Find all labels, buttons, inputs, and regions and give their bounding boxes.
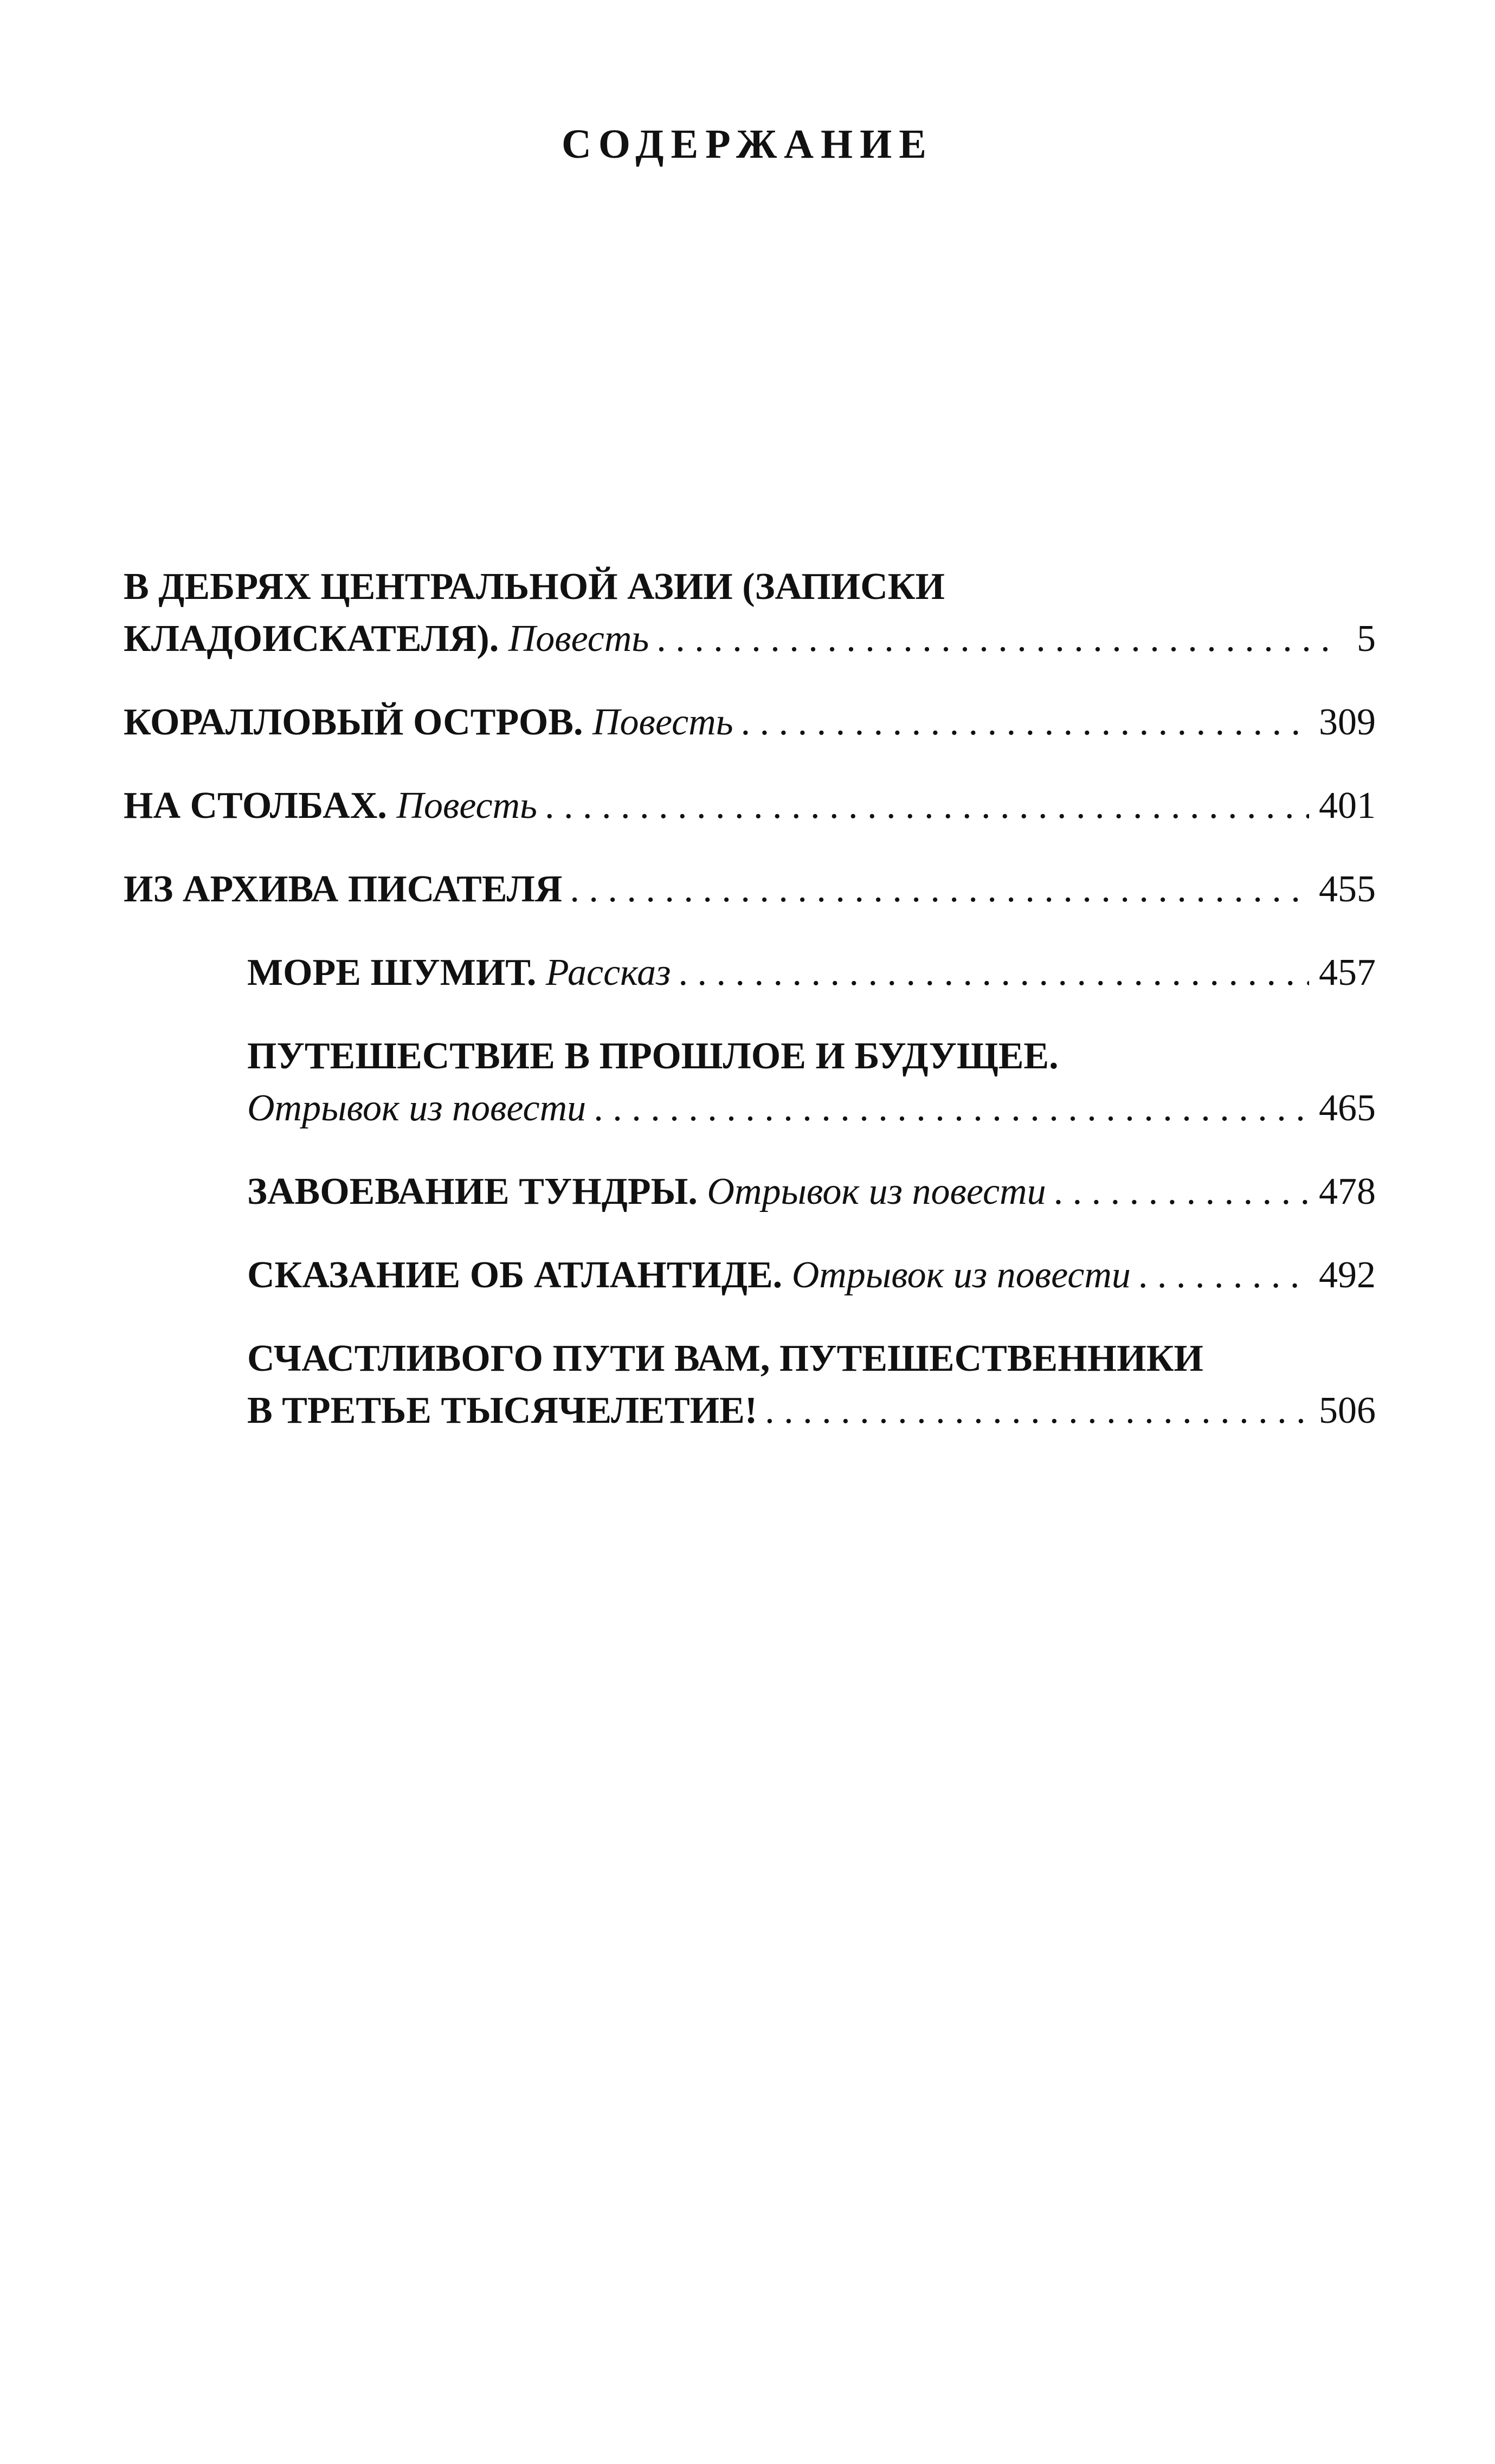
toc-entry-genre: Отрывок из повести [791, 1254, 1131, 1296]
toc-entry-page: 457 [1319, 952, 1376, 994]
toc-entry-genre: Повесть [396, 785, 537, 827]
toc-entry-line [124, 696, 1376, 749]
toc-subentry [247, 947, 1376, 999]
toc-entry-title: МОРЕ ШУМИТ. [247, 952, 537, 994]
toc-entry-genre: Повесть [508, 618, 649, 660]
dot-leader [594, 1082, 1309, 1134]
dot-leader [1138, 1249, 1309, 1301]
toc-entry-line [124, 780, 1376, 832]
toc-entry-genre: Отрывок из повести [247, 1087, 587, 1129]
toc-entry-page: 5 [1357, 618, 1376, 660]
page-title: СОДЕРЖАНИЕ [562, 121, 933, 167]
dot-leader [570, 863, 1309, 915]
toc-entry-line [247, 1082, 1376, 1134]
toc-entry-page: 506 [1319, 1390, 1376, 1431]
toc-entry-genre: Повесть [592, 701, 733, 743]
toc-entry [124, 561, 1376, 665]
toc-entry-page: 478 [1319, 1171, 1376, 1212]
toc-entry-title: КОРАЛЛОВЫЙ ОСТРОВ. [124, 701, 583, 743]
dot-leader [741, 696, 1309, 749]
dot-leader [678, 947, 1309, 999]
toc-subentry [247, 1166, 1376, 1218]
toc-entry-title-continued: В ТРЕТЬЕ ТЫСЯЧЕЛЕТИЕ! [247, 1390, 758, 1431]
toc-entry-line [124, 561, 1376, 613]
table-of-contents [124, 561, 1376, 1468]
toc-entry [124, 863, 1376, 915]
toc-entry [124, 696, 1376, 749]
toc-subentry [247, 1030, 1376, 1134]
dot-leader [545, 780, 1309, 832]
toc-entry-line [124, 863, 1376, 915]
toc-entry-title: НА СТОЛБАХ. [124, 785, 387, 827]
toc-entry-line [247, 947, 1376, 999]
toc-entry-line [124, 613, 1376, 665]
toc-entry-line [247, 1249, 1376, 1301]
dot-leader [765, 1385, 1309, 1437]
toc-entry-title-continued: КЛАДОИСКАТЕЛЯ). [124, 618, 499, 660]
toc-entry-line [247, 1333, 1376, 1385]
toc-entry-line [247, 1030, 1376, 1082]
toc-entry-page: 492 [1319, 1254, 1376, 1296]
dot-leader [656, 613, 1333, 665]
toc-entry-title: В ДЕБРЯХ ЦЕНТРАЛЬНОЙ АЗИИ (ЗАПИСКИ [124, 566, 945, 608]
toc-entry-page: 309 [1319, 701, 1376, 743]
toc-entry-genre: Рассказ [545, 952, 671, 994]
toc-entry-title: ЗАВОЕВАНИЕ ТУНДРЫ. [247, 1171, 698, 1212]
toc-entry-genre: Отрывок из повести [707, 1171, 1046, 1212]
toc-entry-line [247, 1166, 1376, 1218]
toc-entry-line [247, 1385, 1376, 1437]
toc-entry-page: 455 [1319, 868, 1376, 910]
dot-leader [1054, 1166, 1309, 1218]
toc-entry-page: 401 [1319, 785, 1376, 827]
toc-entry [124, 780, 1376, 832]
toc-entry-title: ИЗ АРХИВА ПИСАТЕЛЯ [124, 868, 563, 910]
toc-entry-title: СКАЗАНИЕ ОБ АТЛАНТИДЕ. [247, 1254, 783, 1296]
toc-subentry [247, 1249, 1376, 1301]
toc-entry-title: СЧАСТЛИВОГО ПУТИ ВАМ, ПУТЕШЕСТВЕННИКИ [247, 1338, 1203, 1379]
toc-entry-title: ПУТЕШЕСТВИЕ В ПРОШЛОЕ И БУДУЩЕЕ. [247, 1035, 1059, 1077]
toc-subentry [247, 1333, 1376, 1437]
toc-entry-page: 465 [1319, 1087, 1376, 1129]
